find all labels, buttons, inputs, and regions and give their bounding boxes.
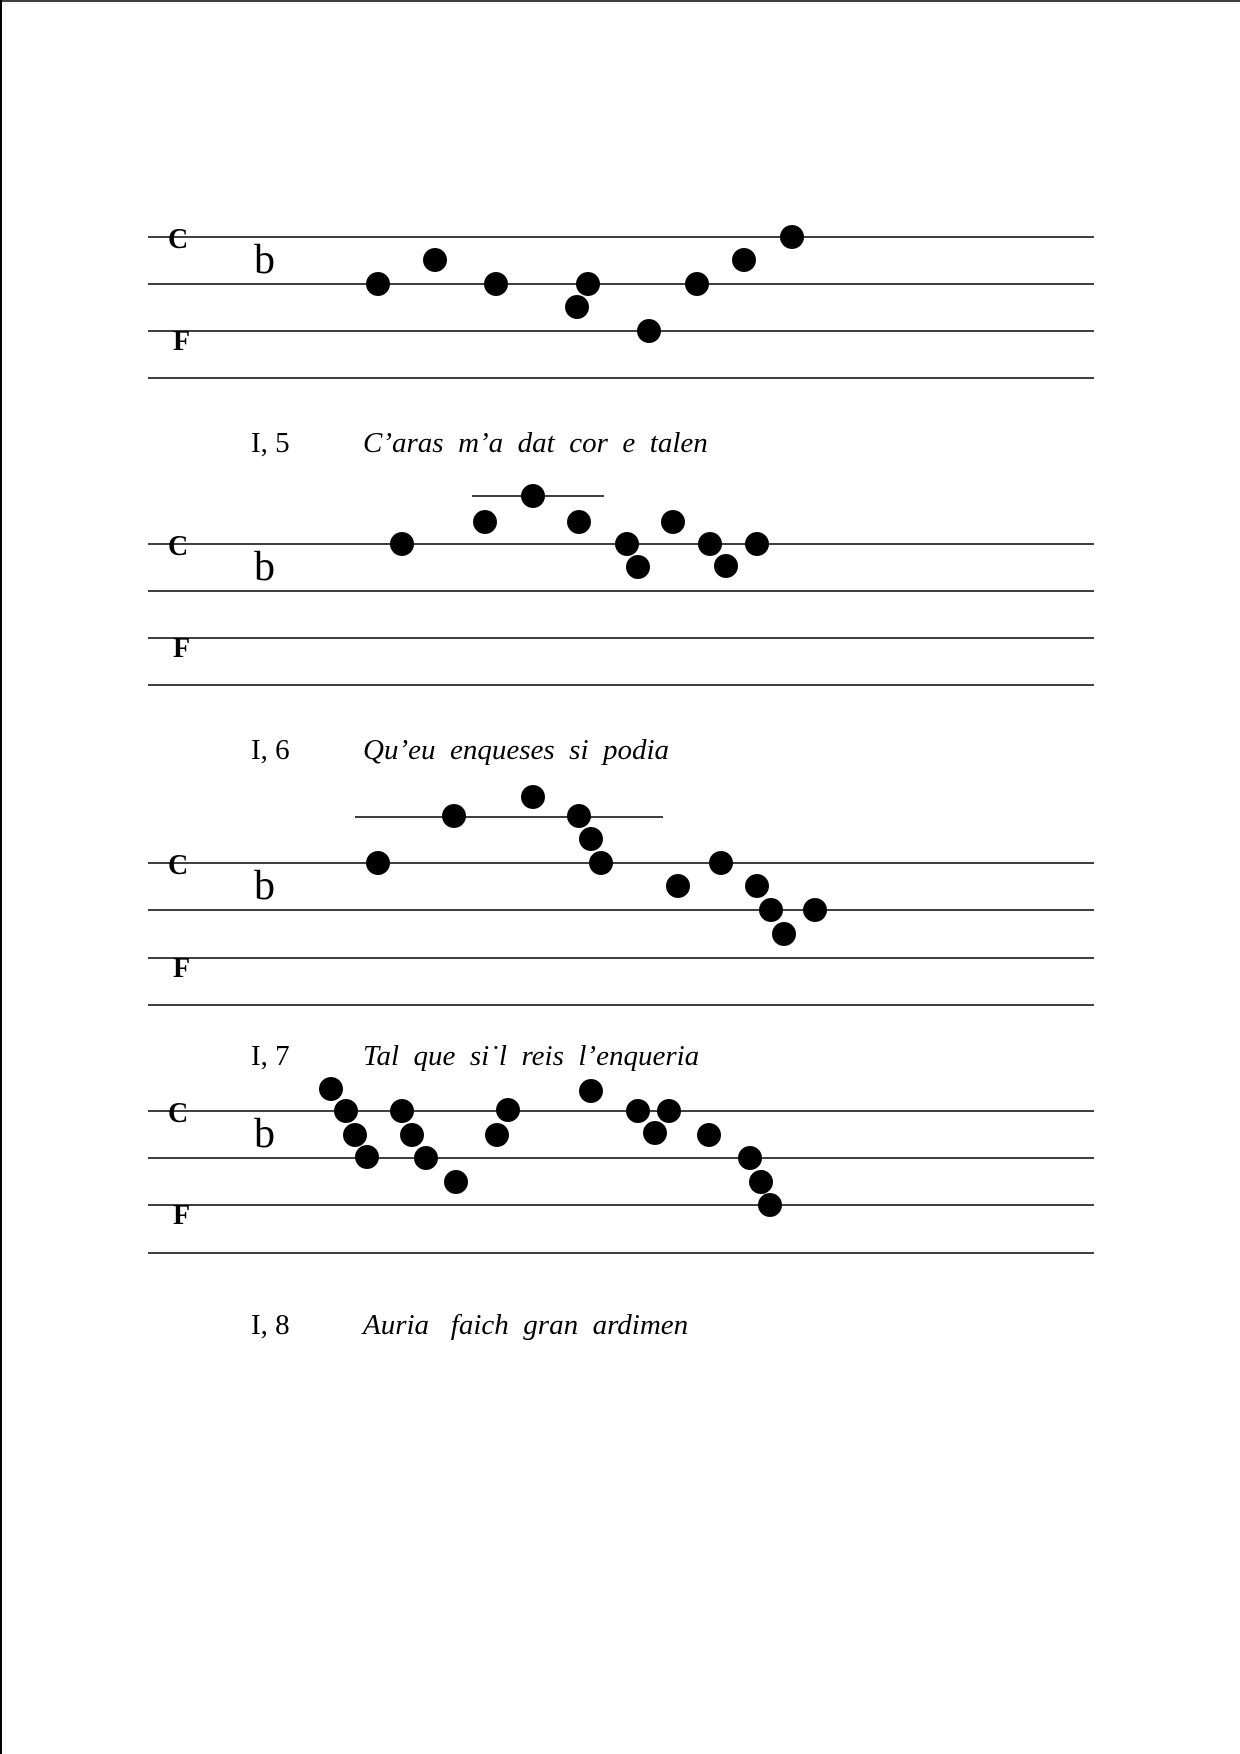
neume-note xyxy=(780,225,804,249)
f-clef: F xyxy=(173,326,191,357)
neume-note xyxy=(589,851,613,875)
neume-note xyxy=(697,1123,721,1147)
neume-note xyxy=(423,248,447,272)
staff-system-3 xyxy=(148,785,1094,1072)
neume-note xyxy=(759,898,783,922)
neume-note xyxy=(444,1170,468,1194)
f-clef: F xyxy=(173,1200,191,1231)
neume-group xyxy=(390,484,769,579)
b-flat-sign: b xyxy=(254,237,275,283)
neume-note xyxy=(366,851,390,875)
staff-lines xyxy=(148,544,1094,685)
c-clef: C xyxy=(168,1098,189,1129)
neume-note xyxy=(319,1077,343,1101)
line-reference: I, 6 xyxy=(251,734,290,766)
staff-lines xyxy=(148,863,1094,1005)
neume-note xyxy=(803,898,827,922)
neume-note xyxy=(643,1121,667,1145)
neume-note xyxy=(709,851,733,875)
neume-note xyxy=(714,554,738,578)
b-flat-sign: b xyxy=(254,544,275,590)
lyric-line: C’aras m’a dat cor e talen xyxy=(363,427,708,459)
c-clef: C xyxy=(168,224,189,255)
neume-note xyxy=(626,1099,650,1123)
lyric-line: Tal que si˙l reis l’enqueria xyxy=(363,1040,700,1072)
c-clef: C xyxy=(168,850,189,881)
neume-note xyxy=(758,1193,782,1217)
neume-note xyxy=(732,248,756,272)
neume-note xyxy=(579,1079,603,1103)
neume-note xyxy=(738,1146,762,1170)
f-clef: F xyxy=(173,953,191,984)
neume-note xyxy=(579,827,603,851)
neume-group xyxy=(366,785,827,946)
c-clef: C xyxy=(168,531,189,562)
neume-note xyxy=(745,532,769,556)
neume-note xyxy=(355,1145,379,1169)
neume-note xyxy=(334,1099,358,1123)
neume-note xyxy=(521,484,545,508)
staff-system-4 xyxy=(148,1077,1094,1341)
line-reference: I, 7 xyxy=(251,1040,290,1072)
staff-system-2 xyxy=(148,484,1094,766)
lyric-line: Auria faich gran ardimen xyxy=(363,1309,689,1341)
staff-lines xyxy=(148,237,1094,378)
neume-note xyxy=(521,785,545,809)
neume-note xyxy=(390,1099,414,1123)
neume-note xyxy=(496,1098,520,1122)
neume-note xyxy=(414,1146,438,1170)
lyric-line: Qu’eu enqueses si podia xyxy=(363,734,670,766)
neume-note xyxy=(484,272,508,296)
neume-note xyxy=(567,804,591,828)
neume-note xyxy=(565,295,589,319)
neume-note xyxy=(772,922,796,946)
line-reference: I, 8 xyxy=(251,1309,290,1341)
neume-note xyxy=(343,1123,367,1147)
neume-note xyxy=(485,1123,509,1147)
line-reference: I, 5 xyxy=(251,427,290,459)
neume-note xyxy=(567,510,591,534)
neume-note xyxy=(749,1170,773,1194)
neume-note xyxy=(576,272,600,296)
b-flat-sign: b xyxy=(254,1111,275,1157)
neume-note xyxy=(366,272,390,296)
neume-group xyxy=(319,1077,782,1217)
neume-note xyxy=(400,1123,424,1147)
staff-system-1 xyxy=(148,224,1094,459)
neume-note xyxy=(626,555,650,579)
neume-note xyxy=(657,1099,681,1123)
neume-note xyxy=(685,272,709,296)
neume-note xyxy=(473,510,497,534)
neume-note xyxy=(615,532,639,556)
neume-note xyxy=(390,532,414,556)
neume-note xyxy=(442,804,466,828)
neume-note xyxy=(666,874,690,898)
f-clef: F xyxy=(173,633,191,664)
staff-lines xyxy=(148,1111,1094,1253)
neume-note xyxy=(637,319,661,343)
neume-note xyxy=(661,510,685,534)
neume-note xyxy=(698,532,722,556)
neume-note xyxy=(745,874,769,898)
b-flat-sign: b xyxy=(254,863,275,909)
